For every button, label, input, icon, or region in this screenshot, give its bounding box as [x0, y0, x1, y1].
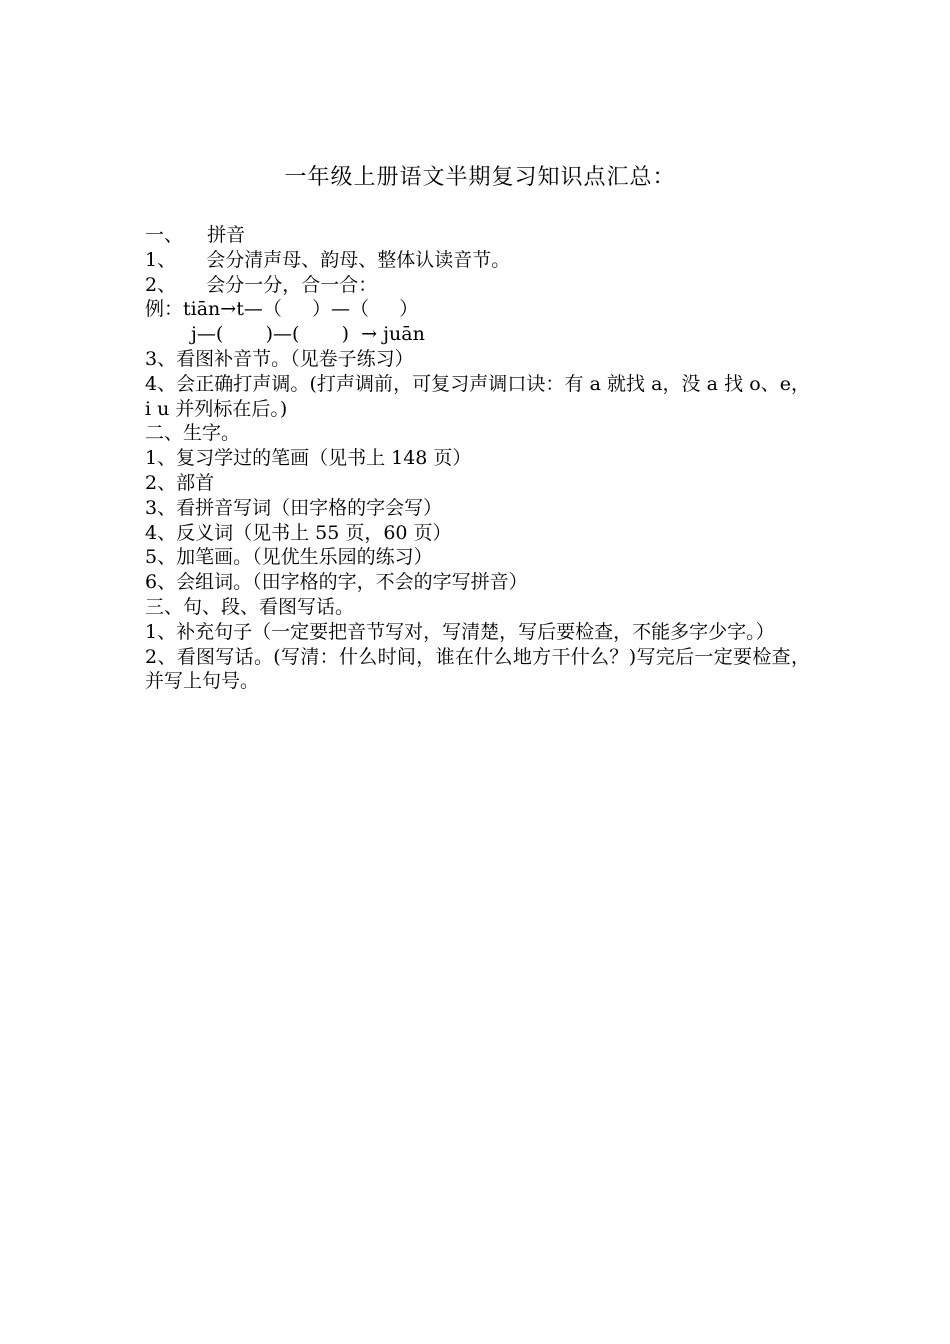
list-item: 6、会组词。（田字格的字，不会的字写拼音） — [145, 571, 528, 594]
list-item: 4、反义词（见书上 55 页，60 页） — [145, 521, 452, 544]
list-item: 1、补充句子（一定要把音节写对，写清楚，写后要检查，不能多字少字。） — [145, 620, 775, 643]
pinyin-example: 例：tiān→t—（ ）—（ ） — [145, 298, 419, 321]
section-heading-writing: 三、句、段、看图写话。 — [145, 595, 355, 618]
document-body — [145, 223, 810, 694]
list-item: 2、部首 — [145, 471, 215, 494]
list-item: 3、看拼音写词（田字格的字会写） — [145, 496, 443, 519]
list-item: 4、会正确打声调。(打声调前，可复习声调口诀：有 a 就找 a，没 a 找 o、e，i u 并列标在后。) — [145, 372, 810, 420]
list-item: 2、 会分一分，合一合： — [145, 273, 378, 296]
list-item: 2、看图写话。(写清：什么时间，谁在什么地方干什么？)写完后一定要检查，并写上句号。 — [145, 645, 810, 693]
list-item: 1、复习学过的笔画（见书上 148 页） — [145, 447, 472, 470]
document-title: 一年级上册语文半期复习知识点汇总： — [284, 165, 676, 190]
list-item: 5、加笔画。（见优生乐园的练习） — [145, 546, 433, 569]
pinyin-example-continued: j—( )—( ) → juān — [191, 323, 425, 346]
section-heading-characters: 二、生字。 — [145, 422, 241, 445]
list-item: 3、看图补音节。（见卷子练习） — [145, 347, 414, 370]
list-item: 1、 会分清声母、韵母、整体认读音节。 — [145, 248, 511, 271]
section-heading-pinyin: 一、 拼音 — [145, 224, 246, 246]
